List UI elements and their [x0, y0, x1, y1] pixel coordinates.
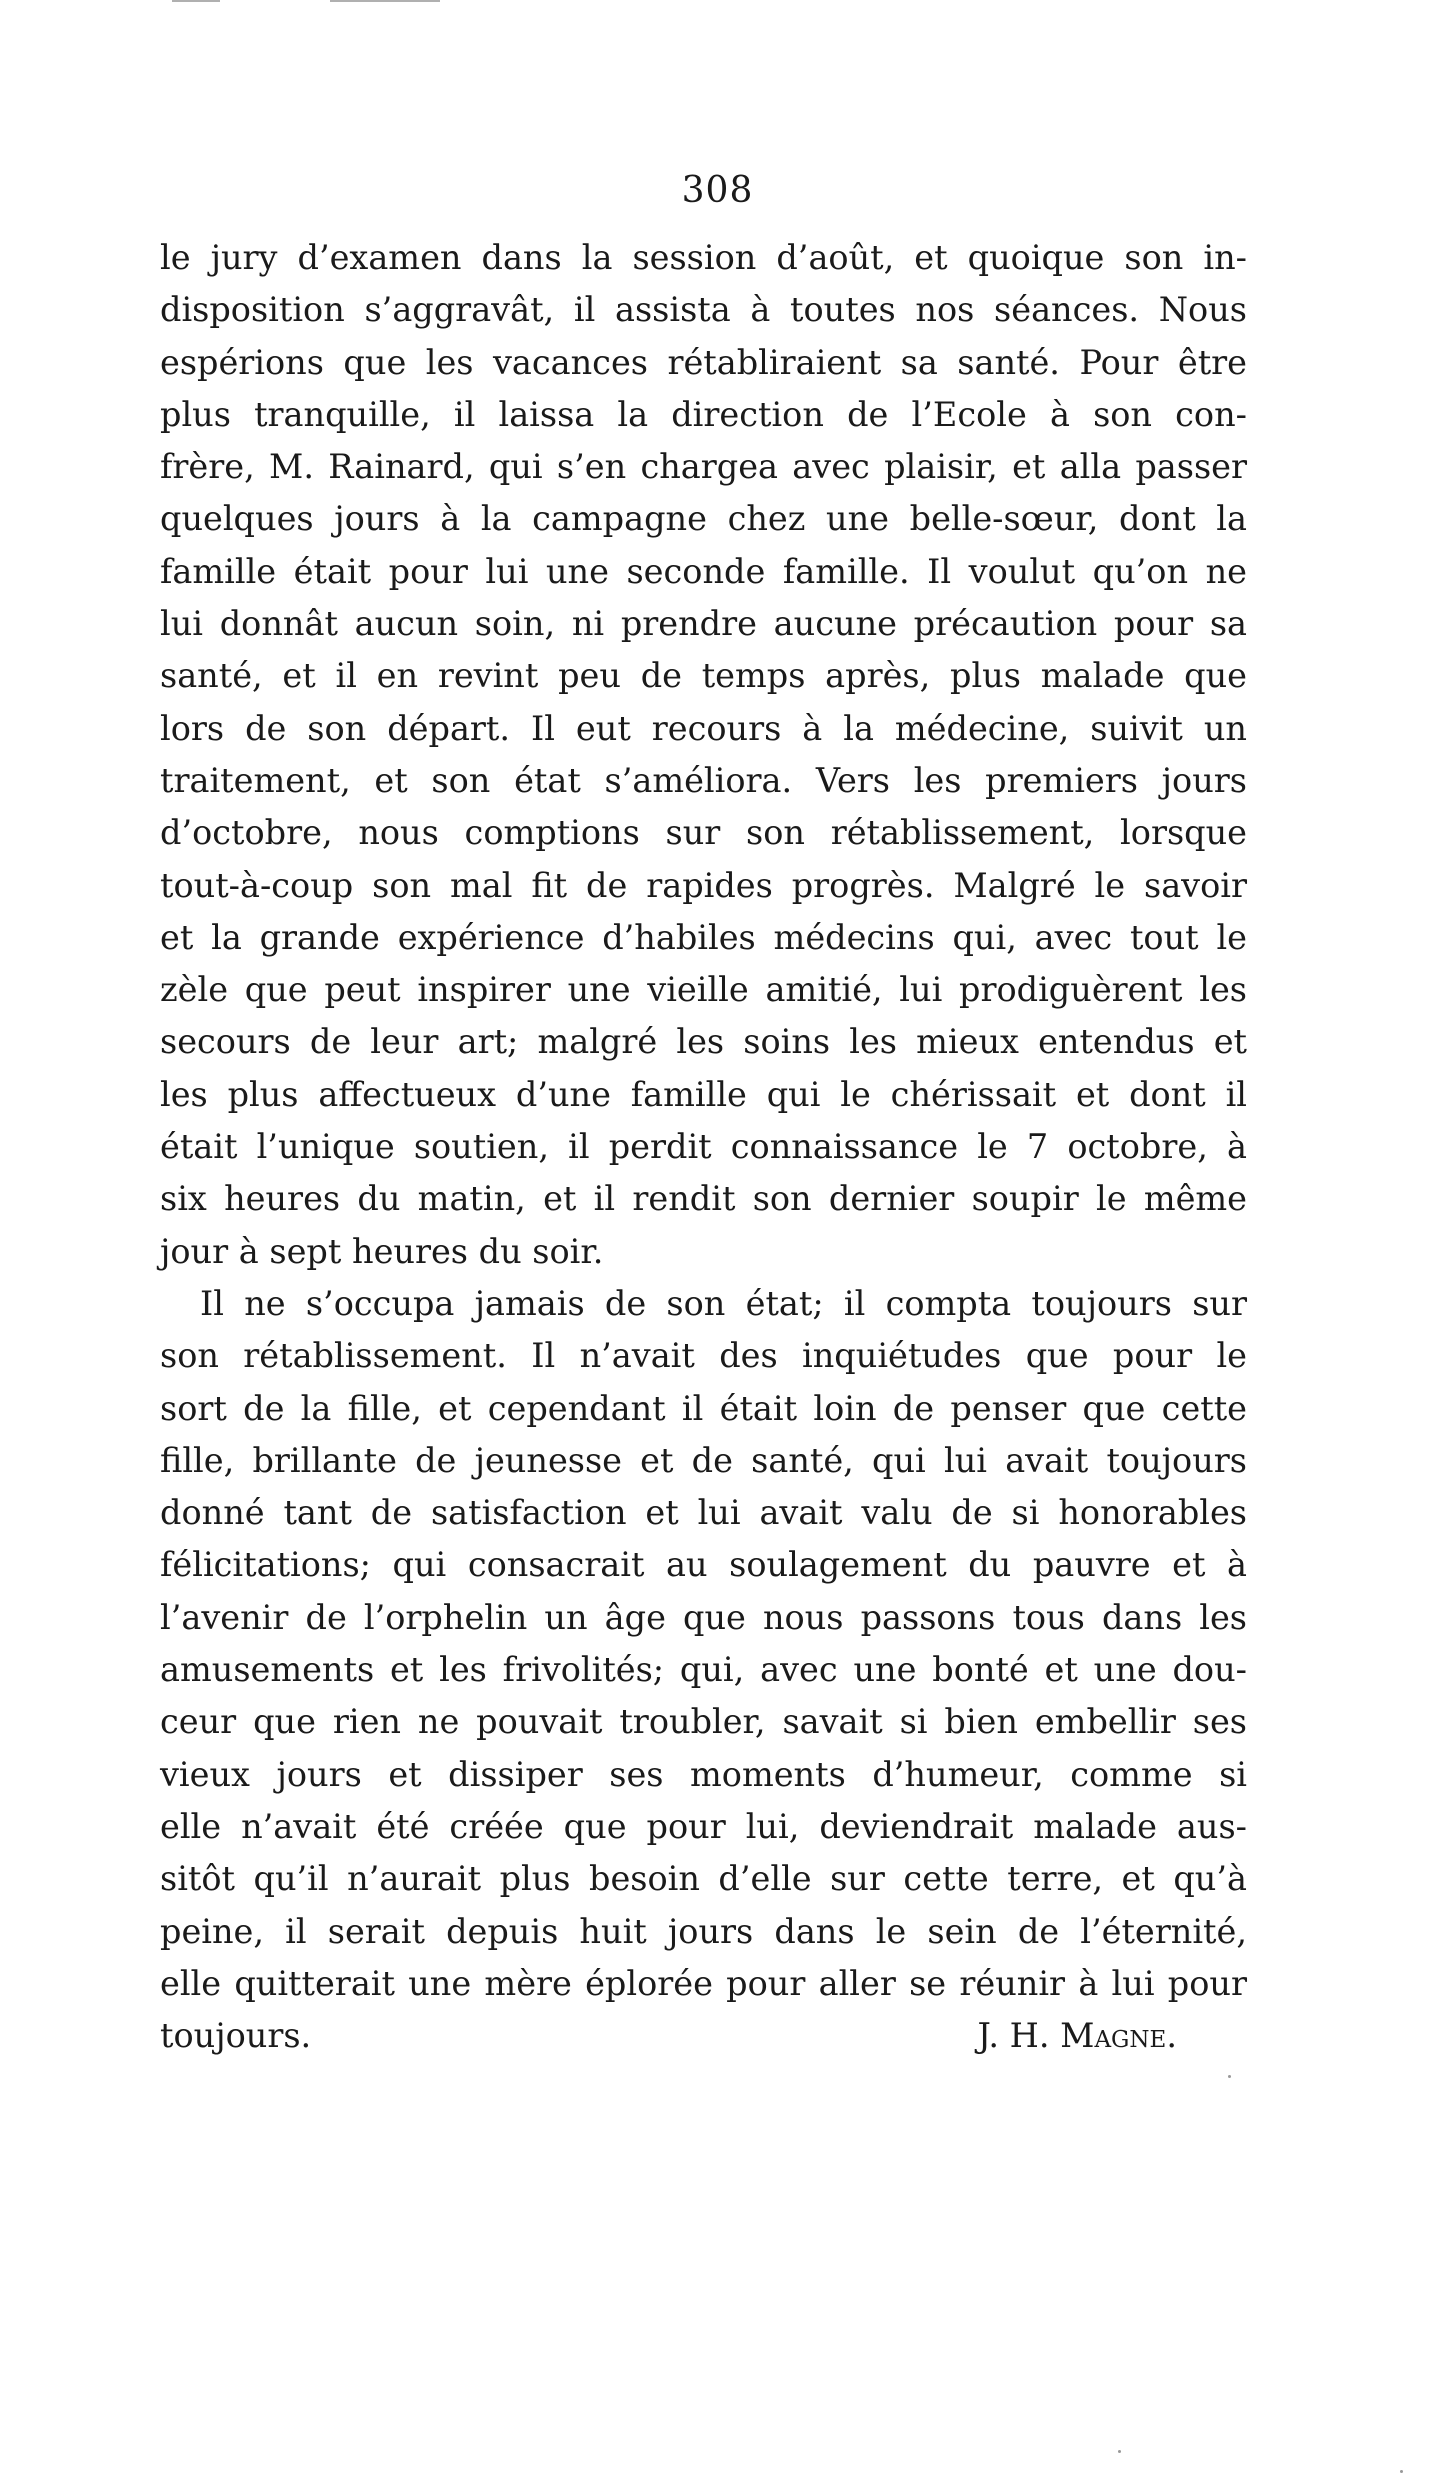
top-rule-right	[330, 0, 440, 2]
text-line: tout-à-coup son mal fit de rapides progrès. Malgré le savoir	[160, 865, 1247, 905]
author-signature: J. H. Magne.	[977, 2016, 1177, 2056]
text-line: était l’unique soutien, il perdit connaissance le 7 octobre, à	[160, 1127, 1247, 1167]
text-line: amusements et les frivolités; qui, avec une bonté et une dou-	[160, 1650, 1247, 1690]
paper-speck	[1118, 2450, 1121, 2453]
text-line: lors de son départ. Il eut recours à la médecine, suivit un	[160, 708, 1247, 748]
text-line: lui donnât aucun soin, ni prendre aucune précaution pour sa	[160, 604, 1247, 644]
text-line: d’octobre, nous comptions sur son rétablissement, lorsque	[160, 813, 1247, 853]
text-line: famille était pour lui une seconde famille. Il voulut qu’on ne	[160, 551, 1247, 591]
text-line: les plus affectueux d’une famille qui le chérissait et dont il	[160, 1074, 1247, 1114]
closing-word: toujours.	[160, 2016, 312, 2056]
text-line: jour à sept heures du soir.	[160, 1231, 604, 1271]
text-line: espérions que les vacances rétabliraient sa santé. Pour être	[160, 342, 1247, 382]
page-number: 308	[681, 170, 754, 211]
text-line: son rétablissement. Il n’avait des inquiétudes que pour le	[160, 1336, 1247, 1376]
text-line: elle quitterait une mère éplorée pour aller se réunir à lui pour	[160, 1963, 1247, 2003]
paper-speck	[1228, 2075, 1231, 2078]
text-line: Il ne s’occupa jamais de son état; il compta toujours sur	[200, 1283, 1247, 1323]
top-rule-left	[172, 0, 220, 2]
text-line: zèle que peut inspirer une vieille amitié, lui prodiguèrent les	[160, 970, 1247, 1010]
text-line: peine, il serait depuis huit jours dans le sein de l’éternité,	[160, 1911, 1247, 1951]
text-line: frère, M. Rainard, qui s’en chargea avec plaisir, et alla passer	[160, 447, 1247, 487]
text-line: quelques jours à la campagne chez une belle-sœur, dont la	[160, 499, 1247, 539]
text-line: le jury d’examen dans la session d’août, et quoique son in-	[160, 238, 1247, 277]
text-line: traitement, et son état s’améliora. Vers les premiers jours	[160, 760, 1247, 800]
text-line: santé, et il en revint peu de temps après, plus malade que	[160, 656, 1247, 696]
text-line: fille, brillante de jeunesse et de santé, qui lui avait toujours	[160, 1440, 1247, 1480]
text-line: l’avenir de l’orphelin un âge que nous passons tous dans les	[160, 1597, 1247, 1637]
text-line: plus tranquille, il laissa la direction de l’Ecole à son con-	[160, 394, 1247, 434]
text-line: six heures du matin, et il rendit son dernier soupir le même	[160, 1179, 1247, 1219]
text-line: disposition s’aggravât, il assista à toutes nos séances. Nous	[160, 290, 1247, 330]
text-line: sort de la fille, et cependant il était loin de penser que cette	[160, 1388, 1247, 1428]
paper-speck	[1400, 2470, 1403, 2473]
text-line: donné tant de satisfaction et lui avait valu de si honorables	[160, 1493, 1247, 1533]
text-line: et la grande expérience d’habiles médecins qui, avec tout le	[160, 917, 1247, 957]
text-line: vieux jours et dissiper ses moments d’humeur, comme si	[160, 1754, 1247, 1794]
paragraph-2	[160, 1278, 1247, 2062]
text-line: sitôt qu’il n’aurait plus besoin d’elle sur cette terre, et qu’à	[160, 1859, 1247, 1899]
closing-line	[160, 2010, 1247, 2062]
body-text	[160, 232, 1247, 2062]
text-line: ceur que rien ne pouvait troubler, savait si bien embellir ses	[160, 1702, 1247, 1742]
text-line: secours de leur art; malgré les soins les mieux entendus et	[160, 1022, 1247, 1062]
text-line: félicitations; qui consacrait au soulagement du pauvre et à	[160, 1545, 1247, 1585]
text-line: elle n’avait été créée que pour lui, deviendrait malade aus-	[160, 1806, 1247, 1846]
paragraph-1	[160, 232, 1247, 1278]
